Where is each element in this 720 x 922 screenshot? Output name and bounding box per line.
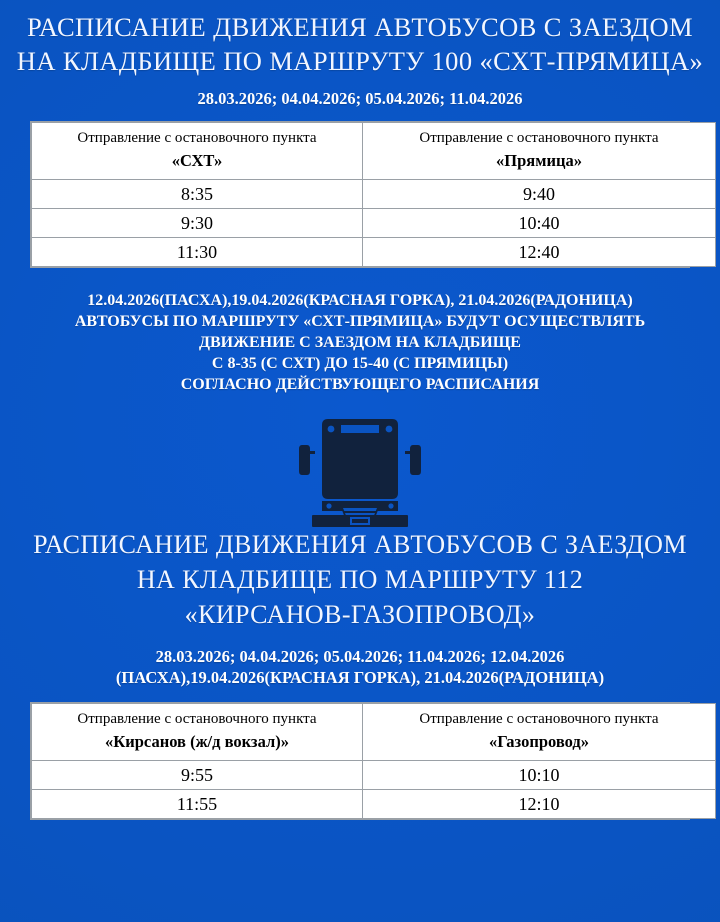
- departure-time: 12:10: [363, 790, 716, 819]
- schedule-table-2-wrapper: [30, 702, 690, 820]
- table-1-header-cell-right: [363, 123, 716, 180]
- departure-time: 8:35: [32, 180, 363, 209]
- notice-line: С 8-35 (С СХТ) ДО 15-40 (С ПРЯМИЦЫ): [211, 355, 509, 372]
- schedule-table-2-head: [32, 704, 716, 761]
- header-caption: Отправление с остановочного пункта: [419, 130, 659, 146]
- schedule-table-2-body: [32, 761, 716, 819]
- table-header-row: [32, 123, 716, 180]
- header-place: «Газопровод»: [488, 732, 590, 751]
- departure-time: 10:10: [363, 761, 716, 790]
- section-1-title: [0, 0, 720, 78]
- departure-time: 11:55: [32, 790, 363, 819]
- dates-line: 28.03.2026; 04.04.2026; 05.04.2026; 11.04.2026; 12.04.2026: [155, 647, 565, 666]
- holiday-notice: [0, 290, 720, 395]
- notice-line: 12.04.2026(ПАСХА),19.04.2026(КРАСНАЯ ГОРКА), 21.04.2026(РАДОНИЦА): [87, 292, 633, 309]
- header-caption: Отправление с остановочного пункта: [77, 130, 317, 146]
- notice-line: АВТОБУСЫ ПО МАРШРУТУ «СХТ-ПРЯМИЦА» БУДУТ ОСУЩЕСТВЛЯТЬ: [74, 313, 646, 330]
- section-2-title-line-2: НА КЛАДБИЩЕ ПО МАРШРУТУ 112: [136, 565, 584, 594]
- departure-time: 12:40: [363, 238, 716, 267]
- header-caption: Отправление с остановочного пункта: [419, 711, 659, 727]
- section-2-title-line-1: РАСПИСАНИЕ ДВИЖЕНИЯ АВТОБУСОВ С ЗАЕЗДОМ: [33, 530, 687, 559]
- schedule-table-1: [31, 122, 716, 267]
- table-2-header-cell-left: [32, 704, 363, 761]
- table-row: [32, 790, 716, 819]
- section-2-title-line-3: «КИРСАНОВ-ГАЗОПРОВОД»: [184, 600, 536, 629]
- departure-time: 10:40: [363, 209, 716, 238]
- table-row: [32, 238, 716, 267]
- schedule-table-1-wrapper: [30, 121, 690, 268]
- section-1-dates: 28.03.2026; 04.04.2026; 05.04.2026; 11.04.2026: [197, 89, 523, 108]
- table-row: [32, 180, 716, 209]
- table-header-row: [32, 704, 716, 761]
- bus-front-icon: [296, 417, 424, 527]
- section-1-title-line-1: РАСПИСАНИЕ ДВИЖЕНИЯ АВТОБУСОВ С ЗАЕЗДОМ: [27, 12, 693, 42]
- header-place: «Прямица»: [496, 151, 582, 170]
- notice-line: ДВИЖЕНИЕ С ЗАЕЗДОМ НА КЛАДБИЩЕ: [199, 334, 521, 351]
- dates-line: (ПАСХА),19.04.2026(КРАСНАЯ ГОРКА), 21.04.2026(РАДОНИЦА): [115, 668, 605, 687]
- table-row: [32, 761, 716, 790]
- departure-time: 9:30: [32, 209, 363, 238]
- table-row: [32, 209, 716, 238]
- section-1-title-line-2: НА КЛАДБИЩЕ ПО МАРШРУТУ 100 «СХТ-ПРЯМИЦА»: [16, 46, 704, 76]
- schedule-table-1-body: [32, 180, 716, 267]
- section-2-title: [0, 527, 720, 632]
- table-2-header-cell-right: [363, 704, 716, 761]
- header-place: «Кирсанов (ж/д вокзал)»: [105, 732, 289, 751]
- departure-time: 11:30: [32, 238, 363, 267]
- notice-line: СОГЛАСНО ДЕЙСТВУЮЩЕГО РАСПИСАНИЯ: [180, 376, 540, 393]
- schedule-table-1-head: [32, 123, 716, 180]
- bus-icon-container: [0, 417, 720, 527]
- departure-time: 9:40: [363, 180, 716, 209]
- schedule-table-2: [31, 703, 716, 819]
- header-caption: Отправление с остановочного пункта: [77, 711, 317, 727]
- header-place: «СХТ»: [171, 151, 223, 170]
- section-2-dates: [0, 646, 720, 688]
- table-1-header-cell-left: [32, 123, 363, 180]
- departure-time: 9:55: [32, 761, 363, 790]
